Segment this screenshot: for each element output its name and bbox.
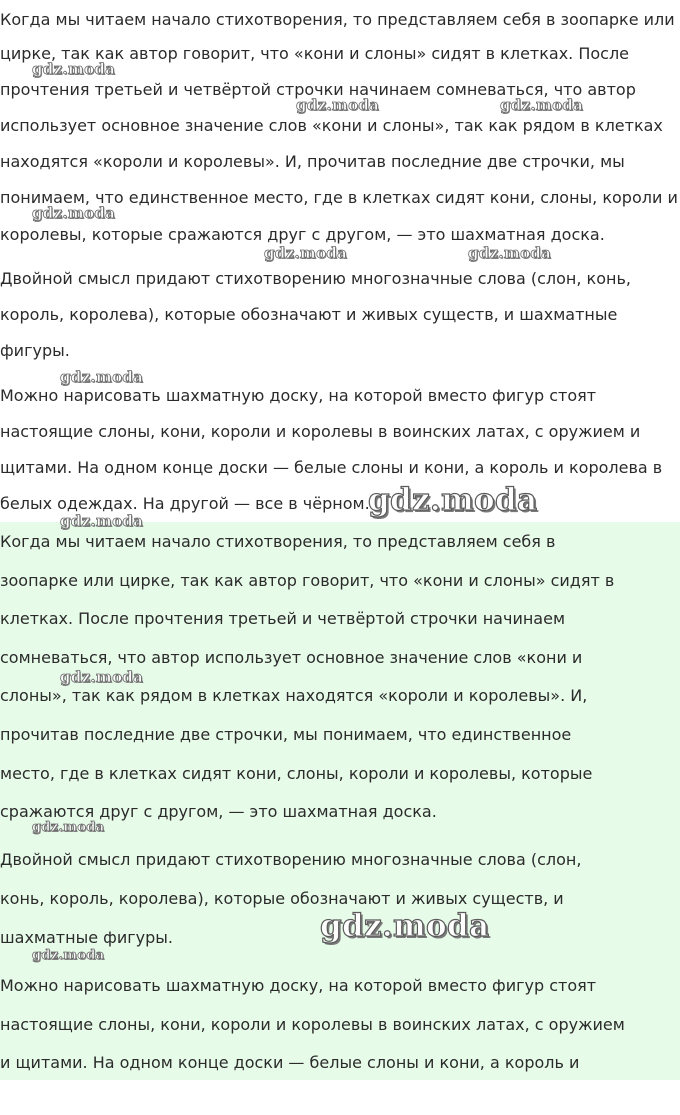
watermark: gdz.moda bbox=[32, 948, 105, 963]
text-line: конь, король, королева), которые обозначают и живых существ, и bbox=[0, 889, 564, 908]
text-line: использует основное значение слов «кони и слоны», так как рядом в клетках bbox=[0, 116, 663, 135]
text-line: шахматные фигуры. bbox=[0, 928, 173, 947]
text-line: понимаем, что единственное место, где в клетках сидят кони, слоны, короли и bbox=[0, 188, 678, 207]
text-line: Можно нарисовать шахматную доску, на которой вместо фигур стоят bbox=[0, 386, 597, 405]
text-line: фигуры. bbox=[0, 341, 70, 360]
text-line: королевы, которые сражаются друг с другом, — это шахматная доска. bbox=[0, 225, 605, 244]
text-line: цирке, так как автор говорит, что «кони и слоны» сидят в клетках. После bbox=[0, 44, 630, 63]
text-line: находятся «короли и королевы». И, прочитав последние две строчки, мы bbox=[0, 152, 625, 171]
text-line: Двойной смысл придают стихотворению многозначные слова (слон, bbox=[0, 850, 582, 869]
text-line: прочитав последние две строчки, мы понимаем, что единственное bbox=[0, 725, 572, 744]
watermark: gdz.moda bbox=[32, 820, 105, 835]
watermark: gdz.moda bbox=[32, 204, 116, 222]
text-line: Когда мы читаем начало стихотворения, то представляем себя в bbox=[0, 532, 556, 551]
watermark: gdz.moda bbox=[60, 668, 144, 686]
watermark: gdz.moda bbox=[368, 482, 538, 518]
watermark: gdz.moda bbox=[60, 512, 144, 530]
text-line: слоны», так как рядом в клетках находятся «короли и королевы». И, bbox=[0, 686, 588, 705]
watermark: gdz.moda bbox=[500, 96, 584, 114]
text-line: место, где в клетках сидят кони, слоны, короли и королевы, которые bbox=[0, 764, 593, 783]
text-line: король, королева), которые обозначают и живых существ, и шахматные bbox=[0, 305, 618, 324]
watermark: gdz.moda bbox=[32, 60, 116, 78]
answer-block-2 bbox=[0, 522, 680, 1080]
text-line: щитами. На одном конце доски — белые слоны и кони, а король и королева в bbox=[0, 458, 663, 477]
text-line: сражаются друг с другом, — это шахматная доска. bbox=[0, 802, 437, 821]
watermark: gdz.moda bbox=[60, 368, 144, 386]
watermark: gdz.moda bbox=[468, 244, 552, 262]
text-line: Двойной смысл придают стихотворению многозначные слова (слон, конь, bbox=[0, 269, 631, 288]
text-line: Когда мы читаем начало стихотворения, то представляем себя в зоопарке или bbox=[0, 10, 675, 29]
text-line: настоящие слоны, кони, короли и королевы в воинских латах, с оружием bbox=[0, 1015, 625, 1034]
text-line: белых одеждах. На другой — все в чёрном. bbox=[0, 494, 370, 513]
watermark: gdz.moda bbox=[296, 96, 380, 114]
text-line: Можно нарисовать шахматную доску, на которой вместо фигур стоят bbox=[0, 976, 597, 995]
text-line: зоопарке или цирке, так как автор говорит, что «кони и слоны» сидят в bbox=[0, 571, 615, 590]
text-line: сомневаться, что автор использует основное значение слов «кони и bbox=[0, 648, 583, 667]
text-line: и щитами. На одном конце доски — белые слоны и кони, а король и bbox=[0, 1053, 580, 1072]
text-line: прочтения третьей и четвёртой строчки начинаем сомневаться, что автор bbox=[0, 80, 636, 99]
text-line: настоящие слоны, кони, короли и королевы в воинских латах, с оружием и bbox=[0, 422, 641, 441]
watermark: gdz.moda bbox=[320, 908, 490, 944]
text-line: клетках. После прочтения третьей и четвёртой строчки начинаем bbox=[0, 609, 566, 628]
watermark: gdz.moda bbox=[264, 244, 348, 262]
